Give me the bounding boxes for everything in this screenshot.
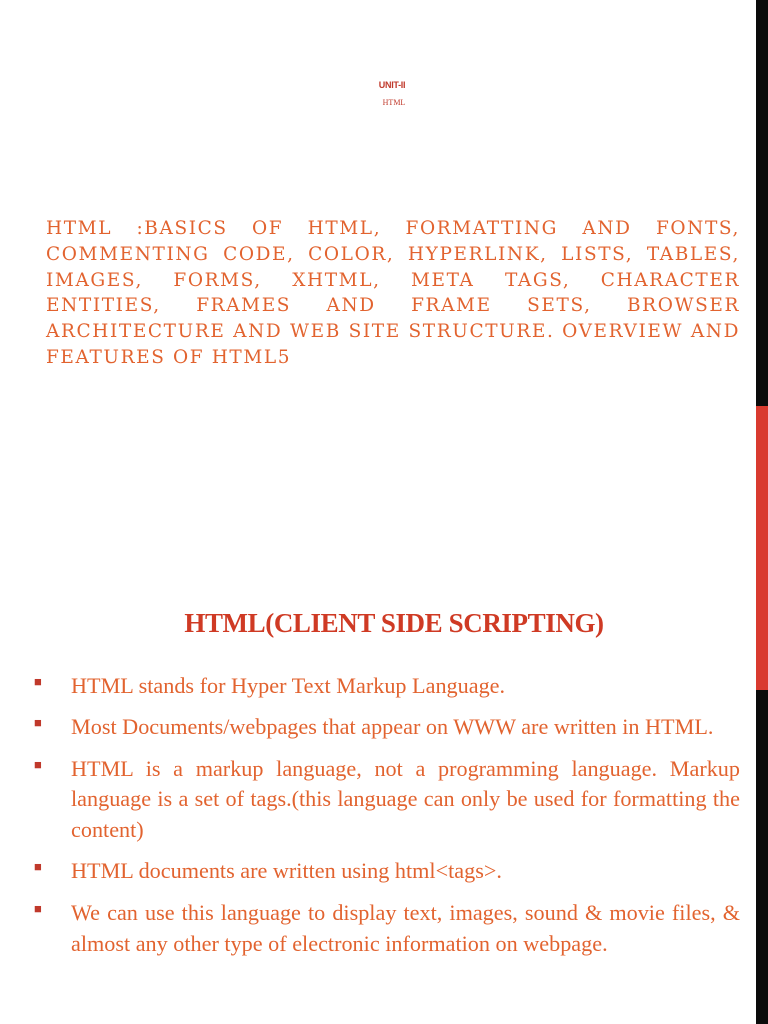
square-bullet-icon: ■ [34, 674, 42, 689]
bullet-text: Most Documents/webpages that appear on WWW are written in HTML. [71, 714, 714, 740]
slide-html-intro [0, 560, 756, 1024]
slide-edge-accent [756, 406, 768, 690]
bullet-item [0, 754, 756, 846]
bullet-item [0, 898, 756, 960]
bullet-item [0, 712, 756, 743]
unit-title: UNIT-II [378, 80, 406, 90]
bullet-text: HTML documents are written using html<tags>. [71, 858, 502, 884]
slide-title: HTML(CLIENT SIDE SCRIPTING) [184, 608, 604, 638]
square-bullet-icon: ■ [34, 756, 42, 772]
bullet-item [0, 671, 756, 702]
square-bullet-icon: ■ [34, 715, 42, 731]
bullet-list [0, 671, 756, 970]
bullet-text: HTML stands for Hyper Text Markup Language. [71, 673, 506, 698]
square-bullet-icon: ■ [34, 859, 42, 875]
unit-subtitle: HTML [382, 98, 406, 107]
bullet-item [0, 856, 756, 887]
syllabus-text: HTML :BASICS OF HTML, FORMATTING AND FONTS, COMMENTING CODE, COLOR, HYPERLINK, LISTS, TABLES, IMAGES, FORMS, XHTML, META TAGS, CHARACTER ENTITIES, FRAMES AND FRAME SETS, BROWSER ARCHITECTURE AND WEB SITE STRUCTURE. OVERVIEW AND FEATURES OF HTML5 [46, 218, 740, 368]
bullet-text: We can use this language to display text, images, sound & movie files, & almost any other type of electronic information on webpage. [71, 899, 740, 956]
bullet-text: HTML is a markup language, not a programming language. Markup language is a set of tags.(this language can only be used for formatting the content) [71, 755, 740, 843]
square-bullet-icon: ■ [34, 900, 42, 916]
